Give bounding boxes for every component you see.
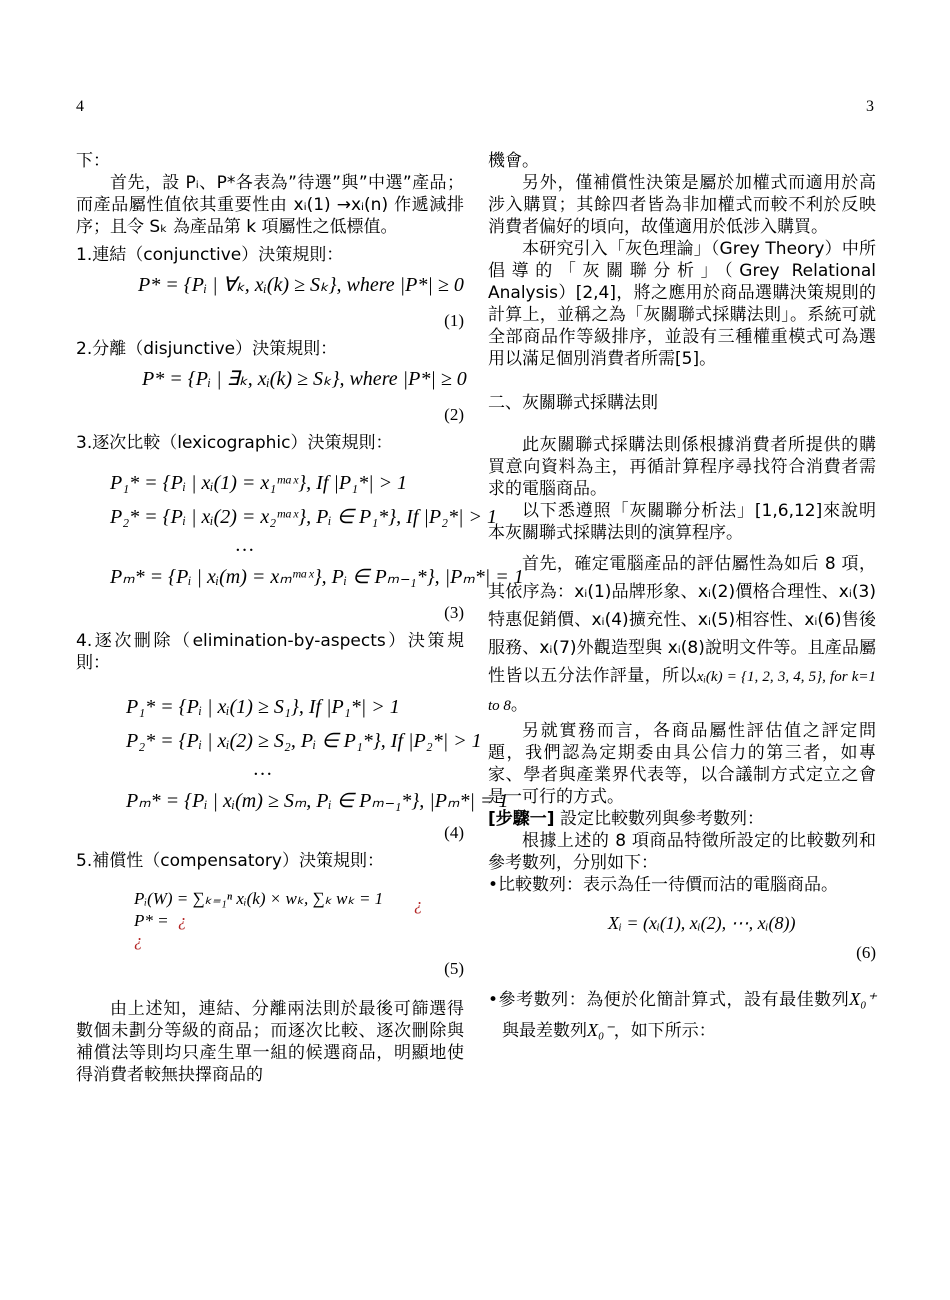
equation-6 [488,896,876,970]
paragraph-continuation: 機會。 [488,151,539,171]
rule-heading-lexicographic: 3.逐次比較（lexicographic）決策規則： [76,433,393,453]
paragraph-practice: 另就實務而言，各商品屬性評估值之評定問題，我們認為定期委由具公信力的第三者，如專家、學者與產業界代表等，以合議制方式定立之會是一可行的方式。 [488,721,876,807]
equation-4-line-2: P₂* = {Pᵢ | xᵢ(2) ≥ S₂, Pᵢ ∈ P₁*}, If |P₂*| > 1 [126,730,482,752]
equation-number-4: (4) [444,823,464,842]
worst-sequence-symbol: X₀⁻ [587,1020,614,1040]
rule-heading-conjunctive: 1.連結（conjunctive）決策規則： [76,245,344,265]
equation-2 [76,360,467,426]
step-one-text: 設定比較數列與參考數列： [554,809,764,829]
rule-heading-elimination: 4.逐次刪除（elimination-by-aspects）決策規則： [76,631,464,673]
bullet-reference-text-1: •參考數列：為便於化簡計算式，設有最佳數列 [488,990,850,1010]
step-one [488,808,876,830]
attributes-end: 。 [510,695,528,715]
equation-number-1: (1) [444,311,464,330]
bullet-comparison: •比較數列：表示為任一待價而沽的電腦商品。 [488,875,839,895]
equation-2-body: P* = {Pᵢ | ∃ₖ, xᵢ(k) ≥ Sₖ}, where |P*| ≥ 0 [142,368,467,390]
attributes-text: 首先，確定電腦產品的評估屬性為如后 8 項，其依序為：xᵢ(1)品牌形象、xᵢ(2)價格合理性、xᵢ(3)特惠促銷價、xᵢ(4)擴充性、xᵢ(5)相容性、xᵢ(6)售後服務、xᵢ(7)外觀造型與 xᵢ(8)說明文件等。且產品屬性皆以五分法作評量，所以 [488,554,876,686]
page-number-right: 3 [866,98,874,115]
equation-number-5: (5) [444,959,464,978]
equation-5 [76,872,464,984]
rule-heading-disjunctive: 2.分離（disjunctive）決策規則： [76,339,338,359]
equation-number-6: (6) [856,943,876,962]
best-sequence-symbol: X₀⁺ [849,989,876,1009]
equation-3-dots: … [236,534,254,556]
paragraph-definitions: 首先，設 Pᵢ、P*各表為”待選”與”中選”產品；而產品屬性值依其重要性由 xᵢ(1) →xᵢ(n) 作遞減排序；且令 Sₖ 為產品第 k 項屬性之低標值。 [76,173,464,237]
section-heading: 二、灰關聯式採購法則 [488,393,658,413]
paragraph-weighting: 另外，僅補償性決策是屬於加權式而適用於高涉入購買；其餘四者皆為非加權式而較不利於反映消費者偏好的頃向，故僅適用於低涉入購買。 [488,173,876,237]
step-one-label: [步驟一] [488,809,555,829]
equation-3-line-2: P₂* = {Pᵢ | xᵢ(2) = x₂ᵐᵃˣ}, Pᵢ ∈ P₁*}, If |P₂*| > 1 [110,506,498,528]
equation-1-body: P* = {Pᵢ | ∀ₖ, xᵢ(k) ≥ Sₖ}, where |P*| ≥ 0 [138,274,464,296]
equation-5-error-2: ¿ [178,911,187,930]
paragraph-sequences: 根據上述的 8 項商品特徵所設定的比較數列和參考數列，分別如下： [488,831,876,873]
equation-4 [76,674,509,844]
attributes-equation: xᵢ(k) = {1, 2, 3, 4, 5}, for k=1 to 8 [488,669,877,714]
bullet-reference-text-2: 與最差數列 [502,1021,587,1041]
equation-5-error-3: ¿ [134,931,143,950]
equation-3-line-1: P₁* = {Pᵢ | xᵢ(1) = x₁ᵐᵃˣ}, If |P₁*| > 1 [110,472,408,494]
bullet-reference [488,984,876,1046]
bullet-reference-text-3: ，如下所示： [613,1021,716,1041]
equation-number-3: (3) [444,603,464,622]
equation-6-body: Xᵢ = (xᵢ(1), xᵢ(2), ⋯, xᵢ(8)) [608,913,796,933]
equation-5-line-1: Pᵢ(W) = ∑ₖ₌₁ⁿ xᵢ(k) × wₖ, ∑ₖ wₖ = 1 [134,889,384,908]
equation-5-error-1: ¿ [414,895,423,914]
equation-1 [76,266,464,332]
equation-4-line-3: Pₘ* = {Pᵢ | xᵢ(m) ≥ Sₘ, Pᵢ ∈ Pₘ₋₁*}, |Pₘ*| = 1 [126,790,509,812]
paragraph-procedure: 以下悉遵照「灰關聯分析法」[1,6,12]來說明本灰關聯式採購法則的演算程序。 [488,501,876,543]
rule-heading-compensatory: 5.補償性（compensatory）決策規則： [76,851,384,871]
equation-4-line-1: P₁* = {Pᵢ | xᵢ(1) ≥ S₁}, If |P₁*| > 1 [126,696,400,718]
equation-number-2: (2) [444,405,464,424]
page-number-left: 4 [76,98,84,115]
paragraph-method-intro: 此灰關聯式採購法則係根據消費者所提供的購買意向資料為主，再循計算程序尋找符合消費者需求的電腦商品。 [488,435,876,499]
right-column [488,150,876,1046]
equation-3-line-3: Pₘ* = {Pᵢ | xᵢ(m) = xₘᵐᵃˣ}, Pᵢ ∈ Pₘ₋₁*}, |Pₘ*| = 1 [110,566,524,588]
paragraph-attributes [488,550,876,720]
paragraph-grey-theory: 本研究引入「灰色理論」（Grey Theory）中所倡導的「灰關聯分析」（Grey Relational Analysis）[2,4]，將之應用於商品選購決策規則的計算上，並稱之為「灰關聯式採購法則」。系統可就全部商品作等級排序，並設有三種權重模式可為選用以滿足個別消費者所需[5]。 [488,239,876,369]
equation-5-line-2: P* = [134,911,169,930]
paragraph-summary: 由上述知，連結、分離兩法則於最後可篩選得數個未劃分等級的商品；而逐次比較、逐次刪除與補償法等則均只產生單一組的候選商品，明顯地使得消費者較無抉擇商品的 [76,999,464,1085]
paragraph-continuation: 下： [76,151,110,171]
equation-3 [76,454,524,624]
equation-4-dots: … [254,758,272,780]
